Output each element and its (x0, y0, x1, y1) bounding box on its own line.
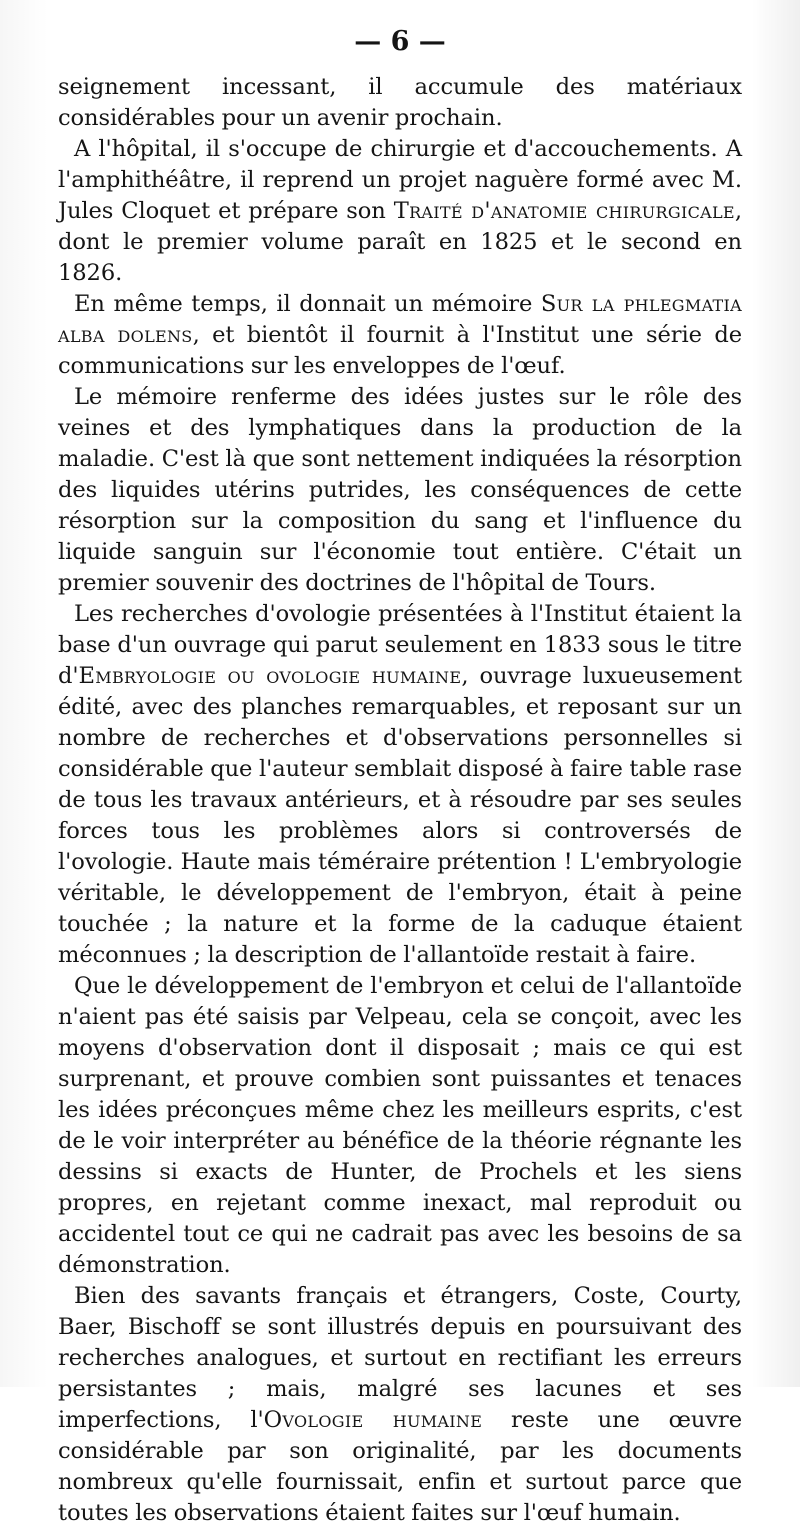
text-segment: seignement incessant, il accumule des matériaux considérables pour un avenir prochain. (58, 74, 742, 131)
text-segment: , et bientôt il fournit à l'Institut une série de communications sur les enveloppes de l'œuf. (58, 322, 742, 379)
text-segment: reste une œuvre considérable par son originalité, par les documents nombreux qu'elle fournissait, enfin et surtout parce que toutes les observations étaient faites sur l'œuf humain. (58, 1407, 742, 1526)
text-segment: Bien des savants français et étrangers, Coste, Courty, Baer, Bischoff se sont illustrés depuis en poursuivant des recherches analogues, et surtout en rectifiant les erreurs persistantes ; mais, malgré ses lacunes et ses imperfections, l' (58, 1283, 742, 1433)
small-caps-title: Embryologie ou ovologie humaine (78, 663, 462, 689)
text-segment: , dont le premier volume paraît en 1825 et le second en 1826. (58, 198, 742, 286)
text-segment: , ouvrage luxueusement édité, avec des planches remarquables, et reposant sur un nombre de recherches et d'observations personnelles si considérable que l'auteur semblait disposé à faire table rase de tous les travaux antérieurs, et à résoudre par ses seules forces tous les problèmes alors si controversés de l'ovologie. Haute mais téméraire prétention ! L'embryologie véritable, le développement de l'embryon, était à peine touchée ; la nature et la forme de la caduque étaient méconnues ; la description de l'allantoïde restait à faire. (58, 663, 742, 968)
paragraph-p2 (58, 134, 742, 289)
small-caps-title: Ovologie humaine (263, 1407, 483, 1433)
small-caps-title: Traité d'anatomie chirurgicale (393, 198, 735, 224)
paragraph-p5 (58, 599, 742, 971)
page-number: — 6 — (354, 26, 446, 57)
body-text (58, 72, 742, 1529)
small-caps-title: Sur la phlegmatia alba dolens (58, 291, 742, 348)
paragraph-p7 (58, 1281, 742, 1529)
paragraph-p1 (58, 72, 742, 134)
text-segment: Les recherches d'ovologie présentées à l'Institut étaient la base d'un ouvrage qui parut seulement en 1833 sous le titre d' (58, 601, 742, 689)
paragraph-p3 (58, 289, 742, 382)
text-segment: En même temps, il donnait un mémoire (74, 291, 541, 317)
text-segment: A l'hôpital, il s'occupe de chirurgie et d'accouchements. A l'amphithéâtre, il reprend un projet naguère formé avec M. Jules Cloquet et prépare son (58, 136, 742, 224)
paragraph-p6 (58, 971, 742, 1281)
text-segment: Que le développement de l'embryon et celui de l'allantoïde n'aient pas été saisis par Velpeau, cela se conçoit, avec les moyens d'observation dont il disposait ; mais ce qui est surprenant, et prouve combien sont puissantes et tenaces les idées préconçues même chez les meilleurs esprits, c'est de le voir interpréter au bénéfice de la théorie régnante les dessins si exacts de Hunter, de Prochels et les siens propres, en rejetant comme inexact, mal reproduit ou accidentel tout ce qui ne cadrait pas avec les besoins de sa démonstration. (58, 973, 742, 1278)
text-segment: Le mémoire renferme des idées justes sur le rôle des veines et des lymphatiques dans la production de la maladie. C'est là que sont nettement indiquées la résorption des liquides utérins putrides, les conséquences de cette résorption sur la composition du sang et l'influence du liquide sanguin sur l'économie tout entière. C'était un premier souvenir des doctrines de l'hôpital de Tours. (58, 384, 742, 596)
paragraph-p4 (58, 382, 742, 599)
